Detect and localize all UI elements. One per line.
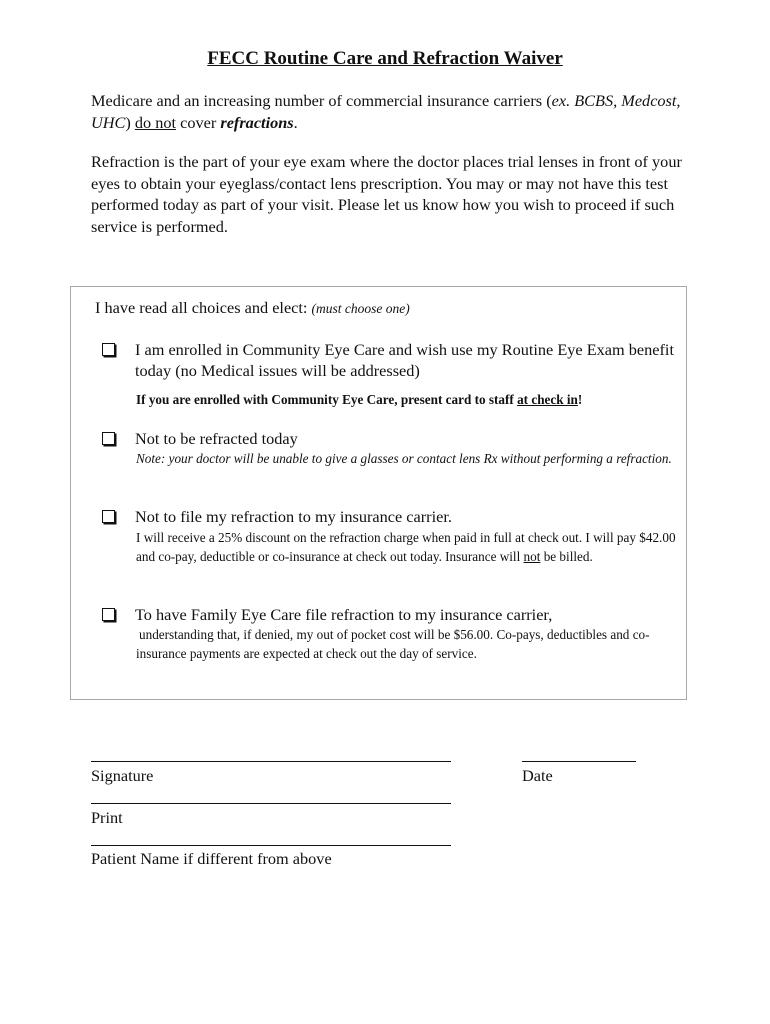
- option-1-label: I am enrolled in Community Eye Care and wish use my Routine Eye Exam benefit today (no Medical issues will be addressed): [135, 340, 674, 380]
- patient-name-label: Patient Name if different from above: [91, 849, 332, 868]
- intro-text-4: .: [293, 112, 298, 132]
- option-1-note-text: If you are enrolled with Community Eye Care, present card to staff: [136, 392, 518, 407]
- option-1-note: [136, 390, 681, 409]
- refraction-paragraph: Refraction is the part of your eye exam where the doctor places trial lenses in front of your eyes to obtain your eyeglass/contact lens prescription. You may or may not have this test performed today as part of your visit. Please let us know how you wish to proceed if such service is performed.: [91, 152, 682, 236]
- elect-heading: [95, 298, 410, 318]
- intro-do-not: do not: [134, 112, 177, 132]
- option-3-note-not: not: [523, 549, 541, 564]
- signature-label: Signature: [91, 766, 154, 785]
- intro-text-1: Medicare and an increasing number of commercial insurance carriers (: [91, 91, 552, 110]
- date-line[interactable]: [522, 761, 636, 762]
- signature-line[interactable]: [91, 761, 451, 762]
- date-label: Date: [522, 766, 553, 785]
- option-4-checkbox[interactable]: [102, 608, 115, 621]
- option-1-checkbox[interactable]: [102, 343, 115, 356]
- print-line[interactable]: [91, 803, 451, 804]
- elect-label: I have read all choices and elect:: [95, 298, 312, 317]
- option-2-note: Note: your doctor will be unable to give a glasses or contact lens Rx without performing a refraction.: [136, 451, 672, 466]
- option-1-note-check-in: at check in: [517, 392, 578, 407]
- intro-refractions: refractions: [220, 112, 294, 132]
- page-title: FECC Routine Care and Refraction Waiver: [207, 48, 563, 69]
- option-2-label: Not to be refracted today: [135, 429, 298, 448]
- intro-text-2: ): [125, 112, 135, 132]
- print-label: Print: [91, 808, 123, 827]
- option-2-checkbox[interactable]: [102, 432, 115, 445]
- option-3-checkbox[interactable]: [102, 510, 115, 523]
- option-3-note-end: be billed.: [540, 549, 593, 564]
- option-4-label: To have Family Eye Care file refraction to my insurance carrier,: [135, 605, 553, 624]
- option-3-note-text: I will receive a 25% discount on the refraction charge when paid in full at check out. I will pay $42.00 and co-pay, deductible or co-insurance at check out today. Insurance will: [136, 530, 676, 564]
- option-4-note: understanding that, if denied, my out of pocket cost will be $56.00. Co-pays, deductibles and co-insurance payments are expected at check out the day of service.: [136, 627, 650, 661]
- option-3-label: Not to file my refraction to my insurance carrier.: [135, 507, 452, 526]
- patient-name-line[interactable]: [91, 845, 451, 846]
- intro-examples: ex. BCBS, Medcost, UHC: [91, 91, 681, 132]
- intro-paragraph: [91, 90, 691, 133]
- intro-text-3: cover: [176, 112, 221, 132]
- option-3-note: [136, 528, 681, 566]
- elect-note: (must choose one): [311, 301, 410, 316]
- option-1-note-end: !: [577, 392, 583, 407]
